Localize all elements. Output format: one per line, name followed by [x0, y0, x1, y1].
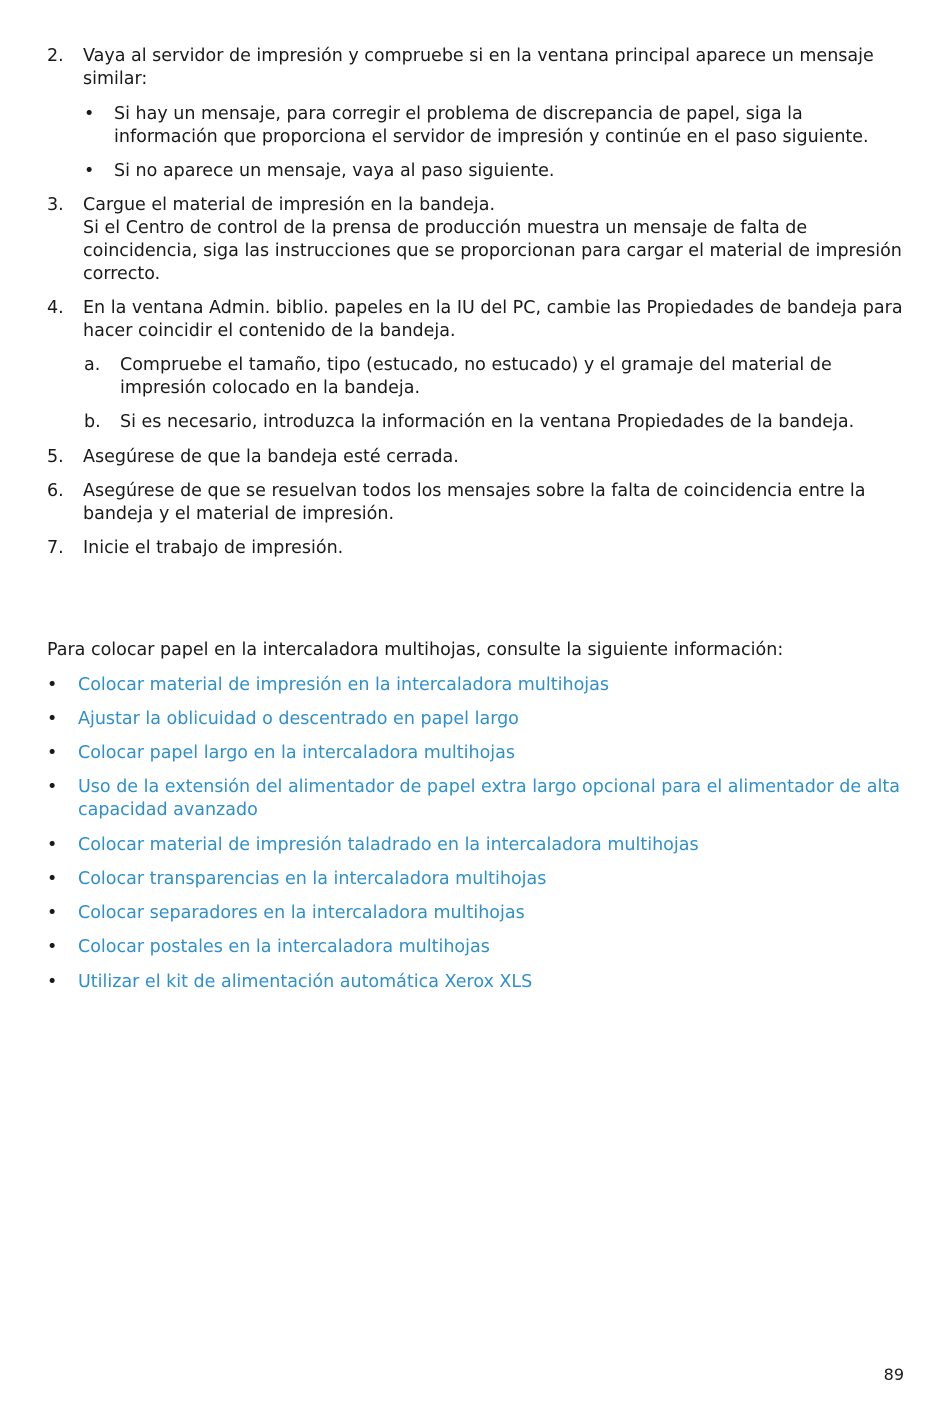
bullet-icon: •	[47, 869, 58, 889]
step-number: 5.	[47, 447, 64, 467]
link-adjust-skew-long-paper[interactable]: Ajustar la oblicuidad o descentrado en papel largo	[78, 709, 519, 729]
step-text: Asegúrese de que la bandeja esté cerrada.	[83, 447, 459, 467]
link-list-item	[47, 708, 907, 731]
link-extra-long-feeder-extension[interactable]: Uso de la extensión del alimentador de papel extra largo opcional para el alimentador de alta capacidad avanzado	[78, 777, 900, 820]
step-number: 4.	[47, 298, 64, 318]
step-number: 3.	[47, 195, 64, 215]
subitem-text: Si es necesario, introduzca la información en la ventana Propiedades de la bandeja.	[120, 412, 855, 432]
link-list-item	[47, 971, 907, 994]
bullet-icon: •	[47, 972, 58, 992]
bullet-text: Si hay un mensaje, para corregir el problema de discrepancia de papel, siga la información que proporciona el servidor de impresión y continúe en el paso siguiente.	[114, 104, 869, 147]
step-text: Asegúrese de que se resuelvan todos los mensajes sobre la falta de coincidencia entre la bandeja y el material de impresión.	[83, 481, 866, 524]
step-4	[47, 297, 907, 343]
step-number: 2.	[47, 46, 64, 66]
bullet-text: Si no aparece un mensaje, vaya al paso siguiente.	[114, 161, 555, 181]
link-list-item	[47, 936, 907, 959]
intro-paragraph: Para colocar papel en la intercaladora multihojas, consulte la siguiente información:	[47, 640, 784, 660]
step-text-line: Si el Centro de control de la prensa de producción muestra un mensaje de falta de coincidencia, siga las instrucciones que se proporcionan para cargar el material de impresión correcto.	[83, 218, 902, 284]
page-number: 89	[883, 1365, 904, 1384]
bullet-icon: •	[47, 709, 58, 729]
step-2-bullet-1	[84, 103, 907, 149]
step-text	[83, 194, 907, 286]
bullet-icon: •	[84, 104, 95, 124]
bullet-icon: •	[47, 835, 58, 855]
bullet-icon: •	[47, 675, 58, 695]
bullet-icon: •	[47, 937, 58, 957]
step-5	[47, 446, 907, 469]
step-7	[47, 537, 907, 560]
step-2	[47, 45, 907, 91]
step-4-subitem-b	[84, 411, 907, 434]
step-text: Vaya al servidor de impresión y compruebe si en la ventana principal aparece un mensaje similar:	[83, 46, 874, 89]
step-text: Inicie el trabajo de impresión.	[83, 538, 344, 558]
bullet-icon: •	[47, 903, 58, 923]
link-load-media-interposer[interactable]: Colocar material de impresión en la intercaladora multihojas	[78, 675, 609, 695]
bullet-icon: •	[47, 777, 58, 797]
link-load-tab-stock[interactable]: Colocar separadores en la intercaladora multihojas	[78, 903, 525, 923]
link-list-item	[47, 834, 907, 857]
bullet-icon: •	[47, 743, 58, 763]
step-text: En la ventana Admin. biblio. papeles en la IU del PC, cambie las Propiedades de bandeja para hacer coincidir el contenido de la bandeja.	[83, 298, 903, 341]
bullet-icon: •	[84, 161, 95, 181]
link-list-item	[47, 674, 907, 697]
subitem-text: Compruebe el tamaño, tipo (estucado, no estucado) y el gramaje del material de impresión colocado en la bandeja.	[120, 355, 832, 398]
link-list-item	[47, 776, 907, 822]
link-list-item	[47, 902, 907, 925]
subitem-letter: a.	[84, 355, 101, 375]
step-2-bullet-2	[84, 160, 907, 183]
subitem-letter: b.	[84, 412, 101, 432]
step-number: 7.	[47, 538, 64, 558]
link-load-drilled-media[interactable]: Colocar material de impresión taladrado en la intercaladora multihojas	[78, 835, 699, 855]
step-4-subitem-a	[84, 354, 907, 400]
step-6	[47, 480, 907, 526]
link-xerox-xls-kit[interactable]: Utilizar el kit de alimentación automática Xerox XLS	[78, 972, 533, 992]
step-3	[47, 194, 907, 286]
link-list-item	[47, 742, 907, 765]
link-load-postcards[interactable]: Colocar postales en la intercaladora multihojas	[78, 937, 490, 957]
step-text-line: Cargue el material de impresión en la bandeja.	[83, 195, 496, 215]
link-load-transparencies[interactable]: Colocar transparencias en la intercaladora multihojas	[78, 869, 547, 889]
link-load-long-paper[interactable]: Colocar papel largo en la intercaladora multihojas	[78, 743, 515, 763]
link-list-item	[47, 868, 907, 891]
step-number: 6.	[47, 481, 64, 501]
